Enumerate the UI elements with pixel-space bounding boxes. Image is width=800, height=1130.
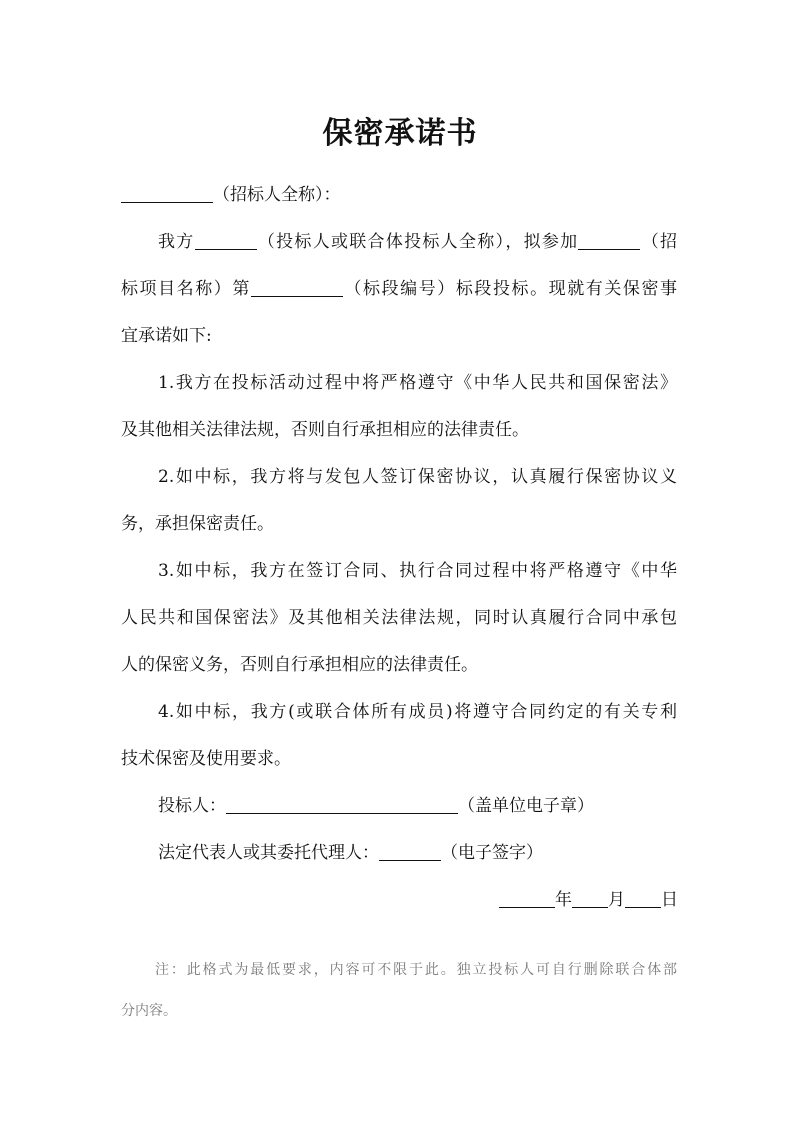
intro-text: （招 xyxy=(640,232,678,252)
representative-sign-blank xyxy=(379,842,441,861)
month-label: 月 xyxy=(608,890,625,910)
note-line-2: 分内容。 xyxy=(121,1003,177,1019)
item-3-line-2: 人民共和国保密法》及其他相关法律法规，同时认真履行合同中承包 xyxy=(121,608,677,628)
item-4-line-2: 技术保密及使用要求。 xyxy=(121,749,291,769)
item-4-line-1: 4.如中标，我方(或联合体所有成员)将遵守合同约定的有关专利 xyxy=(158,702,677,722)
bidder-seal-suffix: （盖单位电子章） xyxy=(458,796,594,816)
intro-line-3: 宜承诺如下: xyxy=(121,326,212,346)
item-2-line-1: 2.如中标，我方将与发包人签订保密协议，认真履行保密协议义 xyxy=(158,467,677,487)
page-title: 保密承诺书 xyxy=(322,116,478,151)
year-label: 年 xyxy=(555,890,572,910)
representative-label: 法定代表人或其委托代理人： xyxy=(158,843,379,863)
intro-text: （标段编号）标段投标。现就有关保密事 xyxy=(342,279,678,299)
bidder-label: 投标人： xyxy=(158,796,226,816)
project-name-blank xyxy=(578,231,640,250)
item-3-line-1: 3.如中标，我方在签订合同、执行合同过程中将严格遵守《中华 xyxy=(158,561,677,581)
item-1-line-1: 1.我方在投标活动过程中将严格遵守《中华人民共和国保密法》 xyxy=(158,373,677,393)
intro-text: 标项目名称）第 xyxy=(121,279,251,299)
addressee-blank xyxy=(121,184,213,203)
day-blank xyxy=(625,889,661,908)
note-line-1: 注：此格式为最低要求，内容可不限于此。独立投标人可自行删除联合体部 xyxy=(155,962,677,978)
section-number-blank xyxy=(251,278,343,297)
date-line xyxy=(400,889,678,911)
intro-text: 我方 xyxy=(158,232,195,252)
item-1-line-2: 及其他相关法律法规，否则自行承担相应的法律责任。 xyxy=(121,420,529,440)
item-3-line-3: 人的保密义务，否则自行承担相应的法律责任。 xyxy=(121,655,478,675)
intro-text: （投标人或联合体投标人全称），拟参加 xyxy=(256,232,579,252)
representative-signature-line xyxy=(158,842,678,864)
intro-line-2 xyxy=(121,278,677,300)
intro-line-1 xyxy=(121,231,677,253)
addressee-line xyxy=(121,184,681,206)
representative-sign-suffix: （电子签字） xyxy=(441,843,543,863)
year-blank xyxy=(499,889,555,908)
day-label: 日 xyxy=(661,890,678,910)
bidder-signature-line xyxy=(158,795,678,817)
month-blank xyxy=(572,889,608,908)
bidder-seal-blank xyxy=(226,795,458,814)
bidder-name-blank xyxy=(195,231,257,250)
item-2-line-2: 务，承担保密责任。 xyxy=(121,514,274,534)
addressee-label: （招标人全称）： xyxy=(213,185,341,205)
